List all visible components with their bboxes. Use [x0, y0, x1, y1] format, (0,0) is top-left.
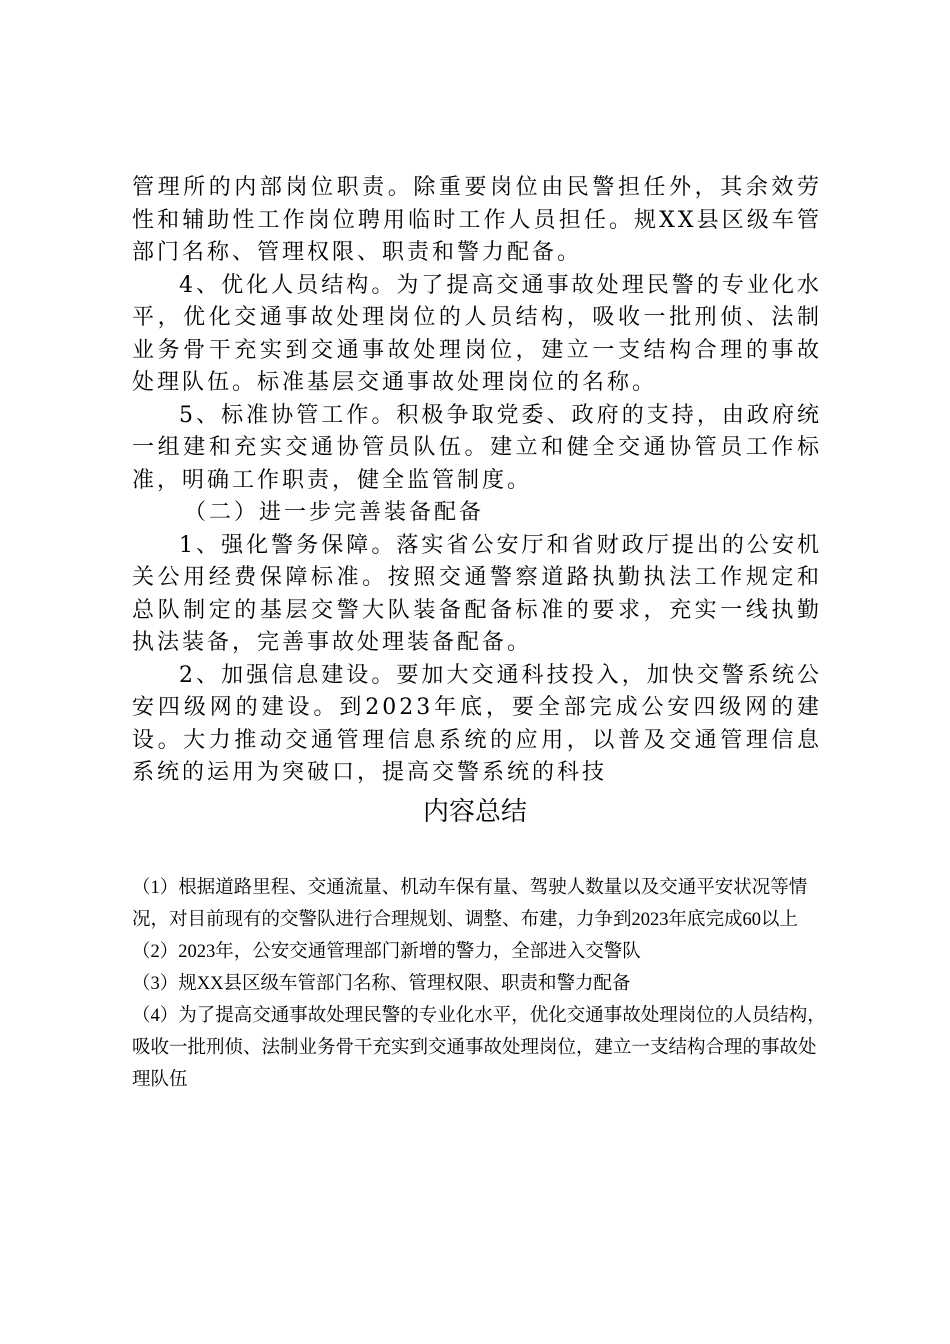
summary-item: （4）为了提高交通事故处理民警的专业化水平，优化交通事故处理岗位的人员结构，吸收一批刑侦、法制业务骨干充实到交通事故处理岗位，建立一支结构合理的事故处理队伍	[132, 1006, 826, 1090]
paragraph-standard-coordination: 5、标准协管工作。积极争取党委、政府的支持，由政府统一组建和充实交通协管员队伍。建立和健全交通协管员工作标准，明确工作职责，健全监管制度。	[132, 402, 822, 493]
document-body	[132, 172, 822, 790]
paragraph-optimize-personnel: 4、优化人员结构。为了提高交通事故处理民警的专业化水平，优化交通事故处理岗位的人员结构，吸收一批刑侦、法制业务骨干充实到交通事故处理岗位，建立一支结构合理的事故处理队伍。标准基层交通事故处理岗位的名称。	[132, 272, 822, 395]
summary-item: （1）根据道路里程、交通流量、机动车保有量、驾驶人数量以及交通平安状况等情况，对目前现有的交警队进行合理规划、调整、布建，力争到2023年底完成60以上	[132, 878, 808, 930]
summary-item: （2）2023年，公安交通管理部门新增的警力，全部进入交警队	[132, 942, 641, 962]
paragraph-information-construction: 2、加强信息建设。要加大交通科技投入，加快交警系统公安四级网的建设。到2023年底，要全部完成公安四级网的建设。大力推动交通管理信息系统的应用，以普及交通管理信息系统的运用为突破口，提高交警系统的科技	[132, 662, 822, 785]
section-subheading: （二）进一步完善装备配备	[184, 500, 485, 525]
paragraph-police-support: 1、强化警务保障。落实省公安厅和省财政厅提出的公安机关公用经费保障标准。按照交通警察道路执勤执法工作规定和总队制定的基层交警大队装备配备标准的要求，充实一线执勤执法装备，完善事故处理装备配备。	[132, 532, 822, 655]
summary-title: 内容总结	[422, 797, 527, 826]
paragraph-continuation: 管理所的内部岗位职责。除重要岗位由民警担任外，其余效劳性和辅助性工作岗位聘用临时工作人员担任。规XX县区级车管部门名称、管理权限、职责和警力配备。	[132, 175, 822, 265]
summary-item: （3）规XX县区级车管部门名称、管理权限、职责和警力配备	[132, 974, 631, 994]
summary-list	[132, 872, 828, 1096]
